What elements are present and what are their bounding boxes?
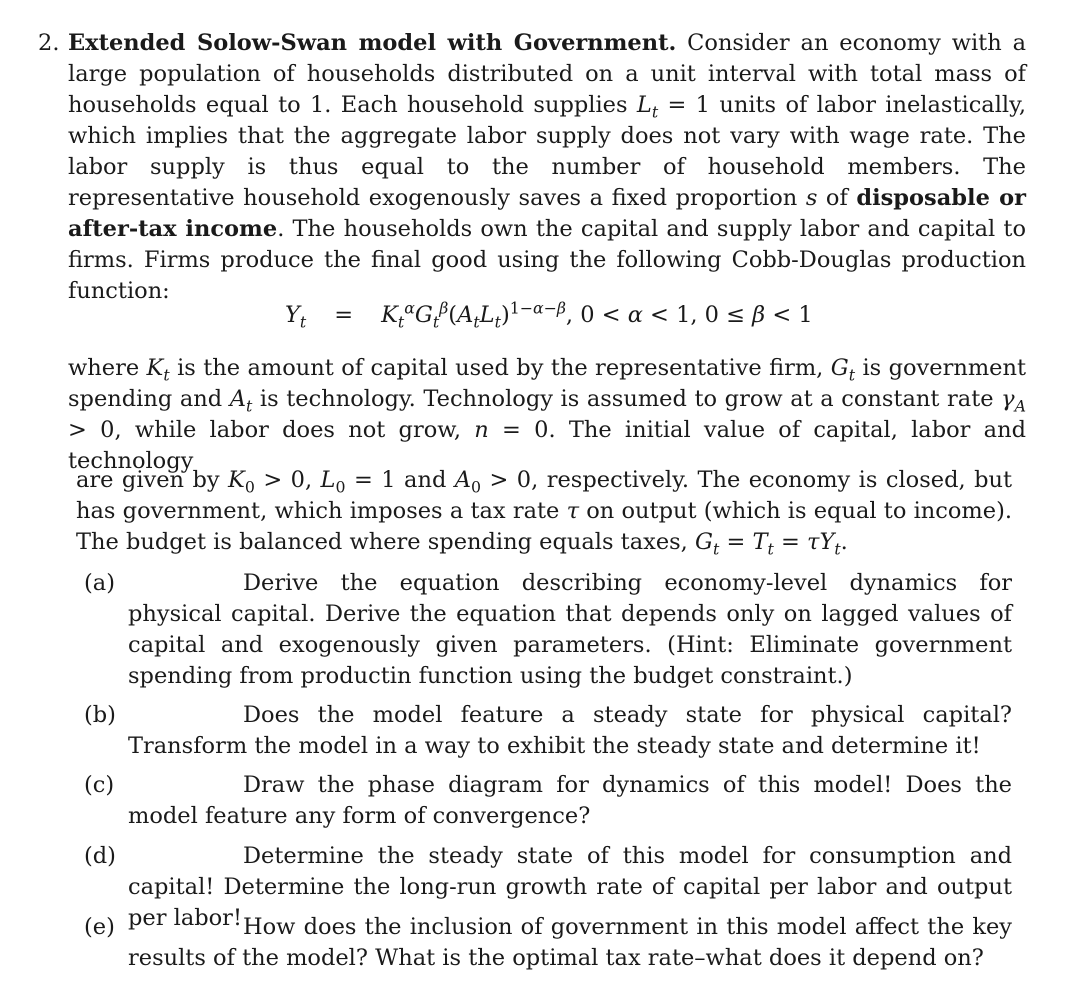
problem-number: 2.	[38, 30, 60, 56]
part-e	[84, 912, 1012, 974]
part-a	[84, 568, 1012, 692]
part-b	[84, 700, 1012, 762]
part-label: (b)	[84, 702, 116, 728]
variables-paragraph: where $K_t$ is the amount of capital used by the representative firm, $G_t$ is government spending and $A_t$ is technology. Technology is assumed to grow at a constant rate $\gamma_A > 0$, while labor does not grow, n = 0. The initial value of capital, labor and technology	[68, 355, 1027, 474]
part-label: (e)	[84, 914, 115, 940]
part-label: (d)	[84, 843, 116, 869]
part-text: Draw the phase diagram for dynamics of this model! Does the model feature any form of convergence?	[128, 772, 1012, 829]
part-label: (c)	[84, 772, 115, 798]
production-function-equation: $Y_t = K_t^\alpha G_t^\beta(A_tL_t)^{1-\alpha-\beta}$, 0 < α < 1, 0 ≤ β < 1	[285, 298, 813, 332]
initial-values-paragraph: are given by $K_0 > 0$, $L_0 = 1$ and $A_0 > 0$, respectively. The economy is closed, but has government, which imposes a tax rate τ on output (which is equal to income). The budget is balanced where spending equals taxes, $G_t = T_t = \tau Y_t$.	[76, 467, 1013, 559]
problem-intro: Extended Solow-Swan model with Government. Consider an economy with a large population of households distributed on a unit interval with total mass of households equal to 1. Each household supplies $L_t = 1$ units of labor inelastically, which implies that the aggregate labor supply does not vary with wage rate. The labor supply is thus equal to the number of household members. The representative household exogenously saves a fixed proportion s of disposable or after-tax income. The households own the capital and supply labor and capital to firms. Firms produce the final good using the following Cobb-Douglas production function:	[68, 30, 1026, 304]
emphasis-disposable-income: disposable or after-tax income	[68, 185, 1026, 242]
part-text: Derive the equation describing economy-level dynamics for physical capital. Derive the equation that depends only on lagged values of capital and exogenously given parameters. (Hint: Eliminate government spending from productin function using the budget constraint.)	[128, 570, 1012, 689]
part-c	[84, 770, 1012, 832]
part-text: Does the model feature a steady state for physical capital? Transform the model in a way to exhibit the steady state and determine it!	[128, 702, 1012, 759]
part-text: How does the inclusion of government in this model affect the key results of the model? What is the optimal tax rate–what does it depend on?	[128, 914, 1012, 971]
problem-title: Extended Solow-Swan model with Government.	[68, 30, 677, 56]
part-text: Determine the steady state of this model for consumption and capital! Determine the long-run growth rate of capital per labor and output per labor!	[128, 843, 1012, 931]
part-label: (a)	[84, 570, 115, 596]
